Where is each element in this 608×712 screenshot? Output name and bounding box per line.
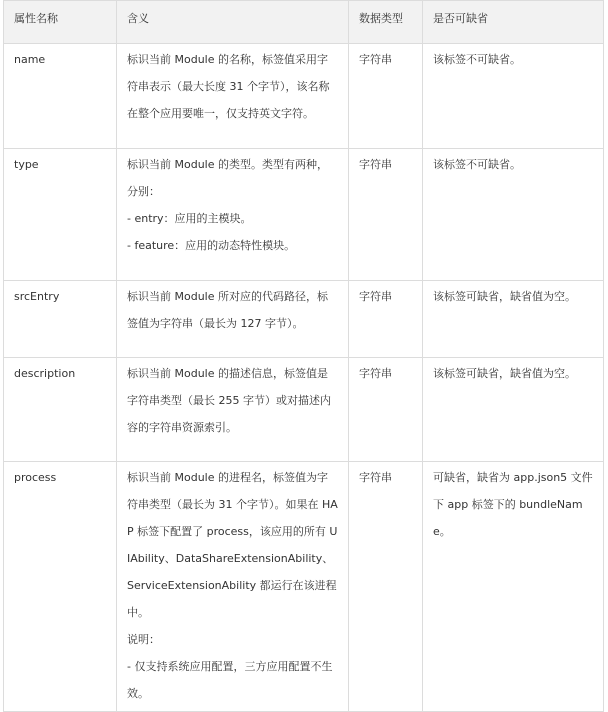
meaning-line: 标识当前 Module 的名称，标签值采用字符串表示（最大长度 31 个字节），该名称在整个应用要唯一，仅支持英文字符。 — [127, 53, 330, 120]
header-data-type: 数据类型 — [349, 1, 423, 44]
meaning-line: - entry：应用的主模块。 — [127, 212, 252, 225]
table-row — [4, 44, 604, 149]
cell-data-type: 字符串 — [349, 358, 423, 462]
meaning-line: 标识当前 Module 的类型。类型有两种，分别： — [127, 158, 328, 198]
header-meaning: 含义 — [117, 1, 349, 44]
cell-data-type: 字符串 — [349, 149, 423, 281]
cell-optional: 可缺省，缺省为 app.json5 文件下 app 标签下的 bundleName。 — [423, 462, 604, 712]
cell-data-type: 字符串 — [349, 281, 423, 358]
header-optional: 是否可缺省 — [423, 1, 604, 44]
table-row — [4, 358, 604, 462]
cell-attribute-name: process — [4, 462, 117, 712]
table-row — [4, 281, 604, 358]
cell-meaning — [117, 44, 349, 149]
cell-data-type: 字符串 — [349, 462, 423, 712]
table-row — [4, 462, 604, 712]
header-attribute-name: 属性名称 — [4, 1, 117, 44]
meaning-line: - 仅支持系统应用配置，三方应用配置不生效。 — [127, 660, 333, 700]
cell-data-type: 字符串 — [349, 44, 423, 149]
cell-meaning — [117, 462, 349, 712]
cell-meaning — [117, 358, 349, 462]
meaning-line: - feature：应用的动态特性模块。 — [127, 239, 296, 252]
cell-attribute-name: srcEntry — [4, 281, 117, 358]
meaning-line: 标识当前 Module 所对应的代码路径，标签值为字符串（最长为 127 字节）。 — [127, 290, 328, 330]
meaning-line: 标识当前 Module 的描述信息，标签值是字符串类型（最长 255 字节）或对描述内容的字符串资源索引。 — [127, 367, 331, 434]
meaning-line: 标识当前 Module 的进程名，标签值为字符串类型（最长为 31 个字节）。如果在 HAP 标签下配置了 process，该应用的所有 UIAbility、DataShareExtensionAbility、ServiceExtensionAbility 都运行在该进程中。 — [127, 471, 338, 619]
cell-optional: 该标签可缺省，缺省值为空。 — [423, 358, 604, 462]
cell-attribute-name: description — [4, 358, 117, 462]
cell-attribute-name: type — [4, 149, 117, 281]
cell-meaning — [117, 281, 349, 358]
table-header-row — [4, 1, 604, 44]
table-row — [4, 149, 604, 281]
cell-optional: 该标签不可缺省。 — [423, 44, 604, 149]
cell-optional: 该标签可缺省，缺省值为空。 — [423, 281, 604, 358]
cell-optional: 该标签不可缺省。 — [423, 149, 604, 281]
attributes-table — [3, 0, 604, 712]
meaning-line: 说明： — [127, 633, 160, 646]
cell-meaning — [117, 149, 349, 281]
cell-attribute-name: name — [4, 44, 117, 149]
